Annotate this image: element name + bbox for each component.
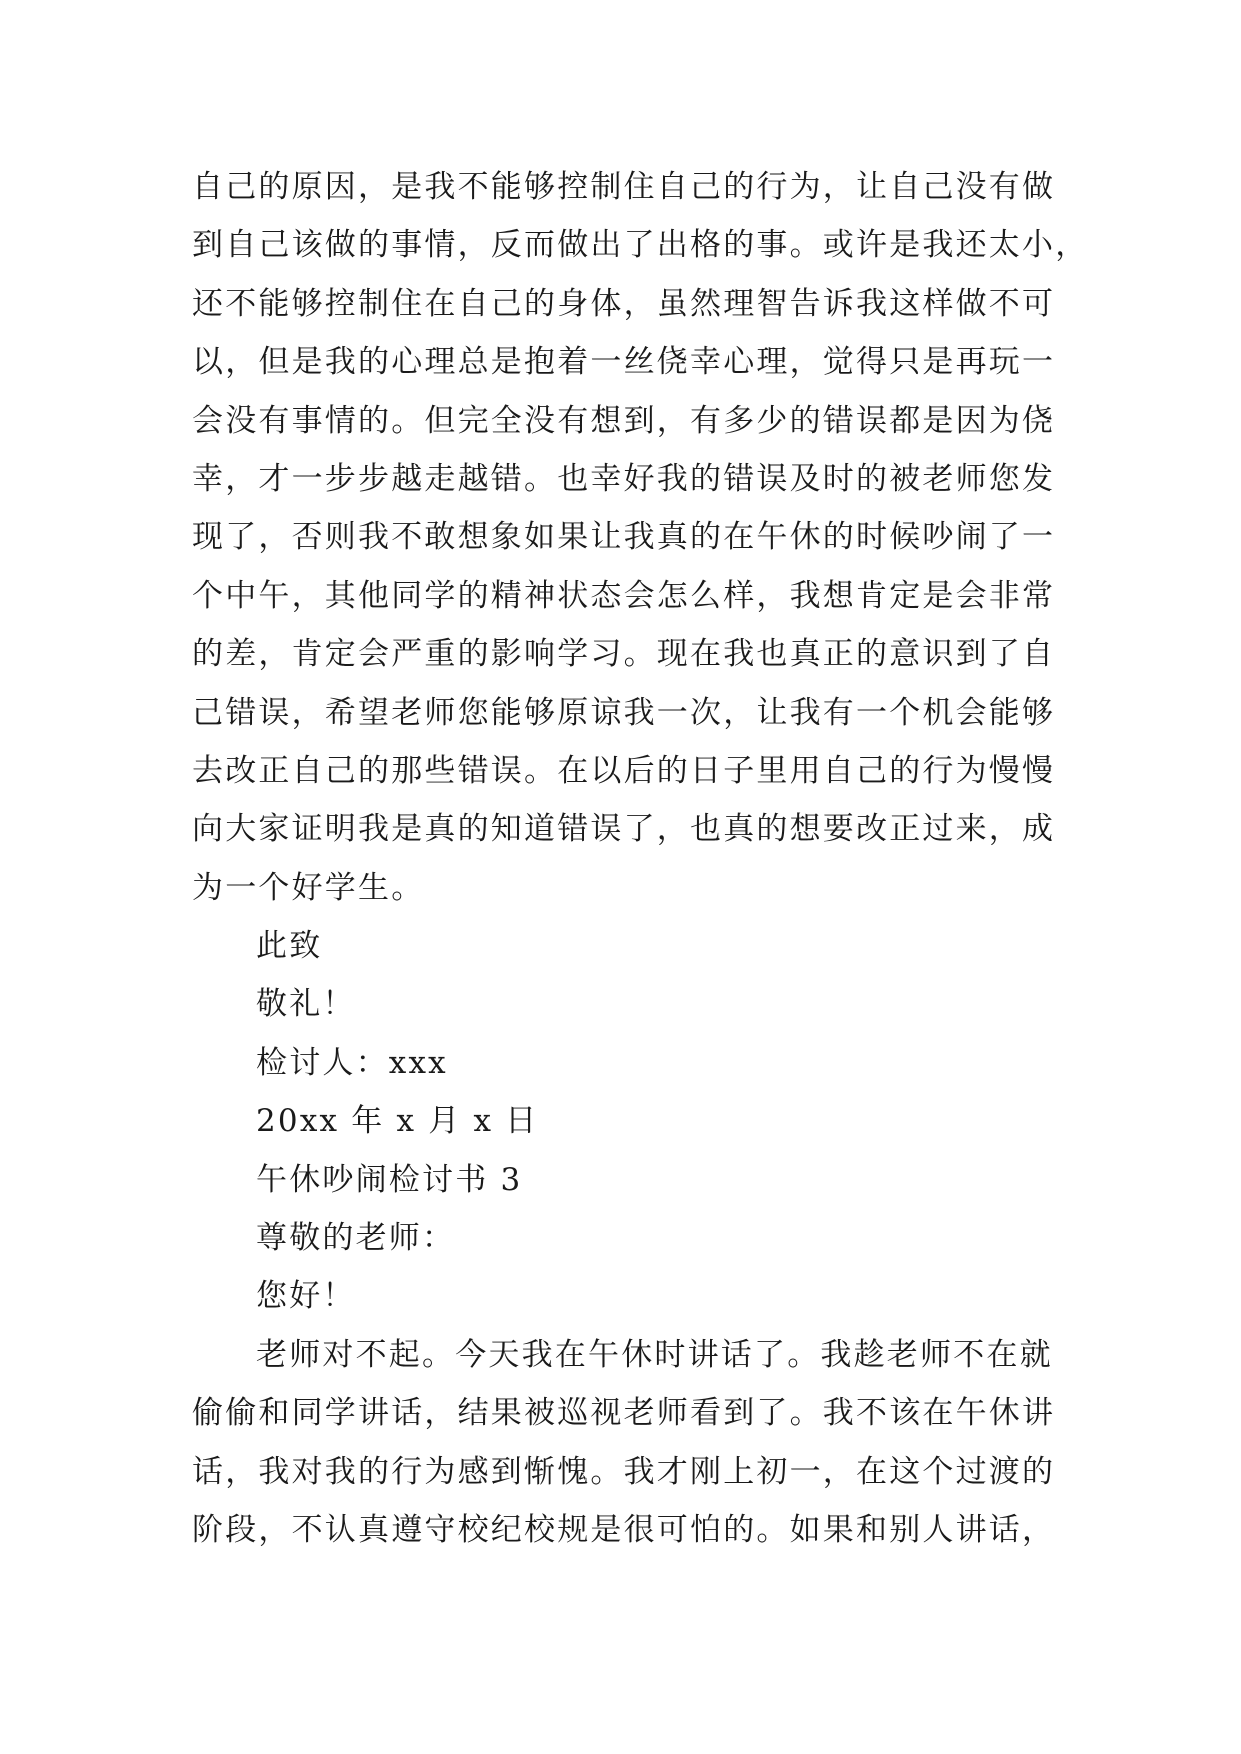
text-line: 以，但是我的心理总是抱着一丝侥幸心理，觉得只是再玩一: [192, 344, 1056, 381]
text-line: 老师对不起。今天我在午休时讲话了。我趁老师不在就: [256, 1336, 1053, 1373]
text-line: 向大家证明我是真的知道错误了，也真的想要改正过来，成: [192, 811, 1056, 848]
paragraph-1: [192, 158, 1089, 917]
text-line: 自己的原因，是我不能够控制住自己的行为，让自己没有做: [192, 169, 1056, 205]
text-line: 会没有事情的。但完全没有想到，有多少的错误都是因为侥: [192, 402, 1056, 439]
text-line: 幸，才一步步越走越错。也幸好我的错误及时的被老师您发: [192, 460, 1056, 497]
greeting-recipient: 尊敬的老师：: [256, 1220, 456, 1257]
text-line: 为一个好学生。: [192, 869, 425, 906]
text-line: 到自己该做的事情，反而做出了出格的事。或许是我还太小，: [192, 227, 1089, 264]
section-title: 午休吵闹检讨书 3: [256, 1161, 523, 1198]
text-line: 现了，否则我不敢想象如果让我真的在午休的时候吵闹了一: [192, 519, 1056, 556]
text-line: 话，我对我的行为感到惭愧。我才刚上初一，在这个过渡的: [192, 1453, 1056, 1490]
text-line: 偷偷和同学讲话，结果被巡视老师看到了。我不该在午休讲: [192, 1395, 1056, 1432]
date-text: 20xx 年 x 月 x 日: [256, 1103, 539, 1140]
signature-text: 检讨人：xxx: [256, 1044, 448, 1081]
closing-text: 此致: [256, 928, 323, 965]
salute-text: 敬礼！: [256, 986, 356, 1023]
text-line: 个中午，其他同学的精神状态会怎么样，我想肯定是会非常: [192, 577, 1056, 614]
text-line: 己错误，希望老师您能够原谅我一次，让我有一个机会能够: [192, 694, 1056, 731]
document-body: [192, 158, 1089, 1559]
text-line: 的差，肯定会严重的影响学习。现在我也真正的意识到了自: [192, 636, 1056, 673]
text-line: 阶段，不认真遵守校纪校规是很可怕的。如果和别人讲话，: [192, 1511, 1056, 1548]
text-line: 还不能够控制住在自己的身体，虽然理智告诉我这样做不可: [192, 285, 1056, 322]
paragraph-2: [192, 1326, 1057, 1560]
greeting-text: 您好！: [256, 1278, 356, 1315]
text-line: 去改正自己的那些错误。在以后的日子里用自己的行为慢慢: [192, 752, 1056, 789]
